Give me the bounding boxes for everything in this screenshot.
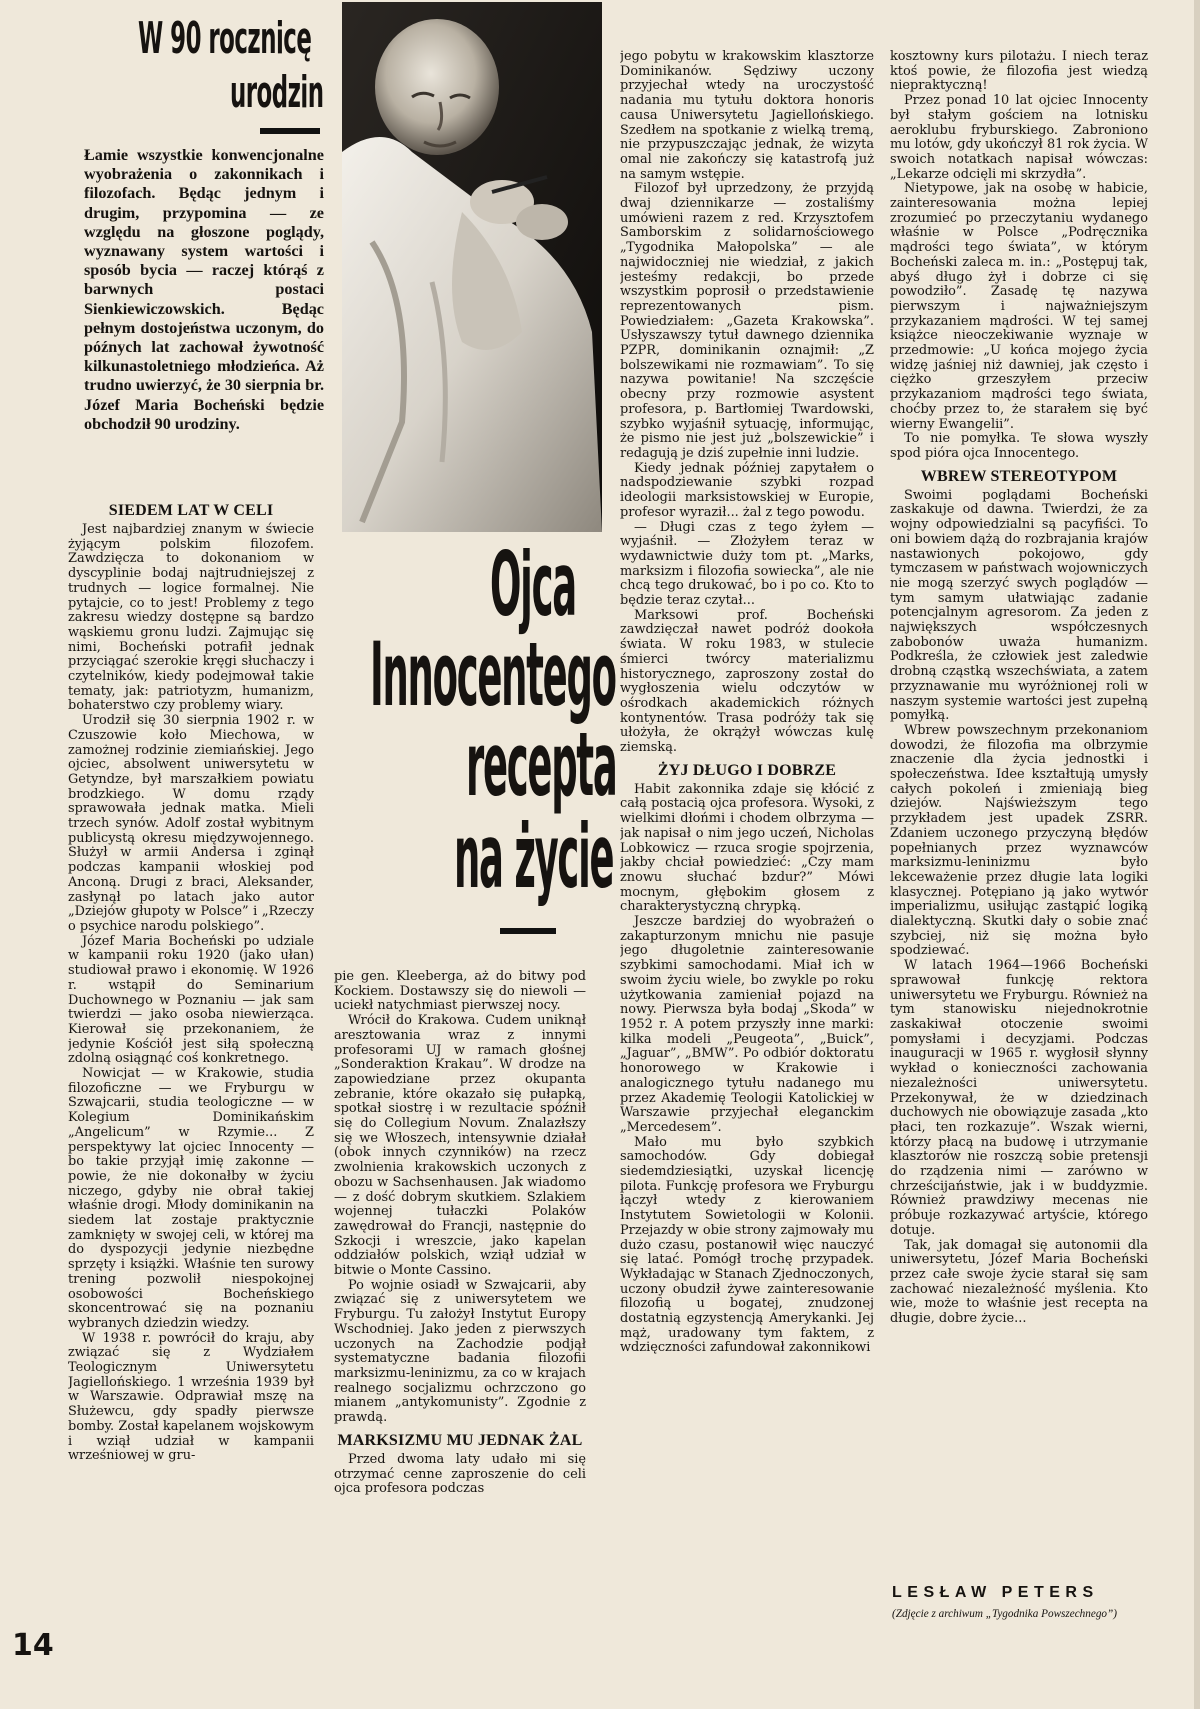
column-4 [890, 50, 1148, 1578]
kicker-line-2: urodzin [230, 67, 324, 118]
col4-paragraph: W latach 1964—1966 Bocheński sprawował funkcję rektora uniwersytetu we Fryburgu. Również na tym stanowisku niejednokrotnie zaskakiwał otoczenie swoimi pomysłami i decyzjami. Podczas inauguracji w 1965 r. wygłosił słynny wykład o konieczności zachowania niezależności uniwersytetu. Przekonywał, że w dziedzinach duchowych nie obowiązuje zasada „kto płaci, ten rozkazuje”. Wszak wierni, którzy płacą na budowę i utrzymanie klasztorów nie roszczą sobie pretensji do rządzenia nimi — zarówno w chrześcijaństwie, jak i w buddyzmie. Również prawdziwy mecenas nie próbuje rozkazywać artyście, którego dotuje. [890, 958, 1148, 1238]
portrait-illustration [342, 2, 602, 532]
col3-paragraph: Filozof był uprzedzony, że przyjdą dwaj dziennikarze — zostaliśmy umówieni razem z red. Krzysztofem Samborskim z solidarnościowego „Tygodnika Małopolska” — ale najwidoczniej nie wiedział, z jakich jesteśmy redakcji, bo przede wszystkim poprosił o przedstawienie reprezentowanych pism. Powiedziałem: „Gazeta Krakowska”. Usłyszawszy tytuł dawnego dziennika PZPR, dominikanin oznajmił: „Z bolszewikami nie rozmawiam”. To się nazywa powitanie! Na szczęście obecny przy rozmowie asystent profesora, p. Bartłomiej Twardowski, szybko wyjaśnił sytuację, informując, że pismo nie jest już „bolszewickie” i redagują je dziś zupełnie inni ludzie. [620, 181, 874, 461]
col4-paragraph: To nie pomyłka. Te słowa wyszły spod pióra ojca Innocentego. [890, 431, 1148, 461]
headline-rule [500, 928, 556, 934]
col1-paragraph: Nowicjat — w Krakowie, studia filozoficzne — we Fryburgu w Szwajcarii, studia teologiczne — w Kolegium Dominikańskim „Angelicum” w Rzymie... Z perspektywy lat ojciec Innocenty — bo takie przyjął imię zakonne — powie, że nie dokonałby w życiu niczego, gdyby nie obrał takiej właśnie drogi. Młody dominikanin na siedem lat zostaje praktycznie zamknięty w swojej celi, w której ma do dyspozycji jedynie niezbędne sprzęty i książki. Właśnie ten surowy trening pozwolił niespokojnej osobowości Bocheńskiego skoncentrować się na poznaniu wybranych dziedzin wiedzy. [68, 1066, 314, 1331]
col4-paragraph: Nietypowe, jak na osobę w habicie, zainteresowania można lepiej zrozumieć po przeczytaniu wydanego właśnie w Polsce „Podręcznika mądrości tego świata”, w którym Bocheński zaleca m. in.: „Postępuj tak, abyś długo żył i dobrze ci się powodziło”. Zasadę tę nazywa pierwszym i najważniejszym przykazaniem mądrości. W tej samej książce nieoczekiwanie wyznaje w przedmowie: „U końca mojego życia widzę jaśniej niż dawniej, jak często i ciężko grzeszyłem przeciw przykazaniom mądrości tego świata, choćby przez to, że starałem się być wierny Ewangelii”. [890, 181, 1148, 432]
col3-paragraph: — Długi czas z tego żyłem — wyjaśnił. — Złożyłem teraz w wydawnictwie duży tom pt. „Marks, marksizm i filozofia sowiecka”, ale nie chcą tego drukować, bo i po co. Kto to będzie teraz czytał... [620, 519, 874, 609]
col1-paragraph: Urodził się 30 sierpnia 1902 r. w Czuszowie koło Miechowa, w zamożnej rodzinie ziemiańskiej. Jego ojciec, absolwent uniwersytetu w Getyndze, był marszałkiem powiatu brodzkiego. W domu rządy sprawowała jednak matka. Mieli trzech synów. Adolf został wybitnym publicystą okresu międzywojennego. Służył w armii Andersa i zginął podczas kampanii włoskiej pod Anconą. Drugi z braci, Aleksander, zasłynął po latach jako autor „Dziejów głupoty w Polsce” i „Rzeczy o psychice narodu polskiego”. [68, 713, 314, 934]
kicker-line-1: W 90 rocznicę [138, 13, 312, 64]
col3-paragraph: Marksowi prof. Bocheński zawdzięczał nawet podróż dookoła świata. W roku 1983, w stulecie śmierci twórcy materializmu historycznego, zaproszony został do wygłoszenia wielu odczytów w ośrodkach akademickich różnych kontynentów. Trasa podróży tak się ułożyła, że okrążył wówczas kulę ziemską. [620, 607, 874, 756]
col2-paragraph: Wrócił do Krakowa. Cudem uniknął aresztowania wraz z innymi profesorami UJ w ramach głośnej „Sonderaktion Krakau”. W drodze na zapowiedziane przez okupanta zebranie, które okazało się pułapką, spotkał siostrę i w rezultacie spóźnił się do Collegium Novum. Znalazłszy się we Włoszech, intensywnie działał (obok innych czynników) na rzecz zwolnienia krakowskich uczonych z obozu w Sachsenhausen. Jak wiadomo — z dość dobrym skutkiem. Szlakiem wojennej tułaczki Polaków zawędrował do Francji, następnie do Szkocji i wreszcie, jako kapelan oddziałów polskich, wziął udział w bitwie o Monte Cassino. [334, 1013, 586, 1279]
col2-paragraph: Przed dwoma laty udało mi się otrzymać cenne zaproszenie do celi ojca profesora podczas [334, 1451, 586, 1497]
kicker-rule [260, 128, 320, 134]
section-heading-zyj-dlugo: ŻYJ DŁUGO I DOBRZE [657, 761, 837, 779]
page-edge [1194, 0, 1200, 1709]
col3-paragraph: Habit zakonnika zdaje się kłócić z całą postacią ojca profesora. Wysoki, z wielkimi dłońmi i chodem olbrzyma — jak napisał o nim jego uczeń, Nicholas Lobkowicz — rzuca srogie spojrzenia, jakby chciał powiedzieć: „Czy mam znowu słuchać bzdur?” Mówi mocnym, głębokim głosem z charakterystyczną chrypką. [620, 781, 874, 915]
col2-paragraph: pie gen. Kleeberga, aż do bitwy pod Kockiem. Dostawszy się do niewoli — uciekł natychmiast pierwszej nocy. [334, 970, 586, 1014]
col3-paragraph: Jeszcze bardziej do wyobrażeń o zakapturzonym mnichu nie pasuje jego długoletnie zainteresowanie szybkimi samochodami. Miał ich w swoim życiu wiele, bo zwykle po roku użytkowania zamieniał pojazd na nowy. Pierwsza była bodaj „Skoda” w 1952 r. A potem przyszły inne marki: kilka modeli „Peugeota”, „Buick”, „Jaguar”, „BMW”. Po odbiór doktoratu honorowego w Krakowie i analogicznego tytułu nadanego mu przez Akademię Teologii Katolickiej w Warszawie przyjechał eleganckim „Mercedesem”. [620, 914, 874, 1135]
page-number: 14 [12, 1628, 54, 1663]
author-byline: LESŁAW PETERS [892, 1584, 1099, 1601]
section-heading-marksizmu: MARKSIZMU MU JEDNAK ŻAL [337, 1431, 583, 1449]
col2-paragraph: Po wojnie osiadł w Szwajcarii, aby związać się z uniwersytetem we Fryburgu. Tu założył Instytut Europy Wschodniej. Jako jeden z pierwszych uczonych na Zachodzie podjął systematyczne badania filozofii marksizmu-leninizmu, za co w krajach realnego socjalizmu ochrzczono go mianem „antykomunisty”. Zgodnie z prawdą. [334, 1277, 586, 1426]
photo-credit: (Zdjęcie z archiwum „Tygodnika Powszechnego”) [892, 1608, 1117, 1620]
headline-line-4: na życie [454, 805, 614, 908]
headline-line-3: recepta [466, 713, 617, 816]
lead-paragraph: Łamie wszystkie konwencjonalne wyobrażenia o zakonnikach i filozofach. Będąc jednym i drugim, przypomina — ze względu na głoszone poglądy, wyznawany system wartości i sposób bycia — raczej którąś z barwnych postaci Sienkiewiczowskich. Będąc pełnym dostojeństwa uczonym, do późnych lat zachował żywotność kilkunastoletniego młodzieńca. Aż trudno uwierzyć, że 30 sierpnia br. Józef Maria Bocheński będzie obchodził 90 urodziny. [84, 146, 324, 433]
col3-paragraph: Mało mu było szybkich samochodów. Gdy dobiegał siedemdziesiątki, uzyskał licencję pilota. Funkcję profesora we Fryburgu łączył wtedy z kierowaniem Instytutem Sowietologii w Kolonii. Przejazdy w obie strony zajmowały mu dużo czasu, postanowił więc nauczyć się latać. Pomógł trochę przypadek. Wykładając w Stanach Zjednoczonych, uczony obudził żywe zainteresowanie filozofią u bogatej, znudzonej dostatnią egzystencją Amerykanki. Jej mąż, uradowany tym faktem, z wdzięczności zafundował zakonnikowi [620, 1134, 874, 1356]
col1-paragraph: Jest najbardziej znanym w świecie żyjącym polskim filozofem. Zawdzięcza to dokonaniom w dyscyplinie bodaj najtrudniejszej z trudnych — logice formalnej. Nie pytajcie, co to jest! Problemy z tego zakresu wiedzy dostępne są bardzo wąskiemu gronu ludzi. Zajmując się nimi, Bocheński potrafił jednak przyciągać szerokie kręgi słuchaczy i czytelników, kiedy podejmował takie tematy, jak: patriotyzm, humanizm, bohaterstwo czy problemy wiary. [68, 522, 314, 714]
column-1 [68, 496, 314, 1616]
col4-paragraph: Przez ponad 10 lat ojciec Innocenty był stałym gościem na lotnisku aeroklubu fryburskiego. Zabroniono mu lotów, gdy ukończył 81 rok życia. W swoich notatkach napisał wówczas: „Lekarze odcięli mi skrzydła”. [890, 93, 1148, 182]
col1-paragraph: Józef Maria Bocheński po udziale w kampanii roku 1920 (jako ułan) studiował prawo i ekonomię. W 1926 r. wstąpił do Seminarium Duchownego w Poznaniu — jak sam twierdzi — jako osoba niewierząca. Kierował się przekonaniem, że jedynie Kościół jest siłą społeczną zdolną osiągnąć coś konkretnego. [68, 933, 314, 1067]
col3-paragraph: Kiedy jednak później zapytałem o nadspodziewanie szybki rozpad ideologii marksistowskiej w Europie, profesor wyraził... żal z tego powodu. [620, 460, 874, 520]
col4-paragraph: Wbrew powszechnym przekonaniom dowodzi, że filozofia ma olbrzymie znaczenie dla życia jednostki i społeczeństwa. Idee kształtują umysły całych pokoleń i zmieniają bieg dziejów. Najświeższym tego przykładem jest upadek ZSRR. Zdaniem uczonego przyczyną błędów popełnianych przez wyznawców marksizmu-leninizmu było lekceważenie przez długie lata logiki klasycznej. Potępiano ją jako wytwór imperializmu, usiłując zastąpić logiką dialektyczną. Skutki dały o sobie znać szybciej, niż się można było spodziewać. [890, 722, 1148, 959]
portrait-photo [342, 2, 602, 532]
col4-paragraph: Tak, jak domagał się autonomii dla uniwersytetu, Józef Maria Bocheński przez całe swoje życie starał się sam zachować niezależność myślenia. Kto wie, może to właśnie jest recepta na długie, dobre życie... [890, 1237, 1148, 1327]
col1-paragraph: W 1938 r. powrócił do kraju, aby związać się z Wydziałem Teologicznym Uniwersytetu Jagiellońskiego. 1 września 1939 był w Warszawie. Odprawiał mszę na Służewcu, gdy spadły pierwsze bomby. Został kapelanem wojskowym i wziął udział w kampanii wrześniowej w gru- [68, 1330, 314, 1464]
headline-line-2: Innocentego [370, 623, 616, 726]
headline-line-1: Ojca [490, 533, 576, 636]
col4-paragraph: Swoimi poglądami Bocheński zaskakuje od dawna. Twierdzi, że za wojny odpowiedzialni są pacyfiści. To oni bowiem dążą do rozbrajania krajów nastawionych pokojowo, gdy tymczasem w państwach wojowniczych nie mogą szerzyć swych poglądów — tym samym ułatwiając zadanie potencjalnym agresorom. Za jeden z największych współczesnych zabobonów uważa humanizm. Podkreśla, że człowiek jest zaledwie drobną cząstką wszechświata, a zatem przyznawanie mu wyróżnionej roli w naszym systemie wartości jest zupełną pomyłką. [890, 487, 1148, 724]
section-heading-siedem-lat: SIEDEM LAT W CELI [108, 502, 274, 519]
section-heading-wbrew-stereotypom: WBREW STEREOTYPOM [920, 467, 1118, 485]
headline [370, 533, 617, 950]
column-3 [620, 50, 874, 1660]
col4-paragraph: kosztowny kurs pilotażu. I niech teraz ktoś powie, że filozofia jest wiedzą niepraktyczną! [890, 50, 1148, 94]
col3-paragraph: jego pobytu w krakowskim klasztorze Dominikanów. Sędziwy uczony przyjechał wtedy na uroczystość nadania mu tytułu doktora honoris causa Uniwersytetu Jagiellońskiego. Szedłem na spotkanie z wielką tremą, nie przypuszczając jednak, że wizyta omal nie zakończy się katastrofą już na samym wstępie. [620, 50, 874, 182]
column-2 [334, 970, 586, 1666]
